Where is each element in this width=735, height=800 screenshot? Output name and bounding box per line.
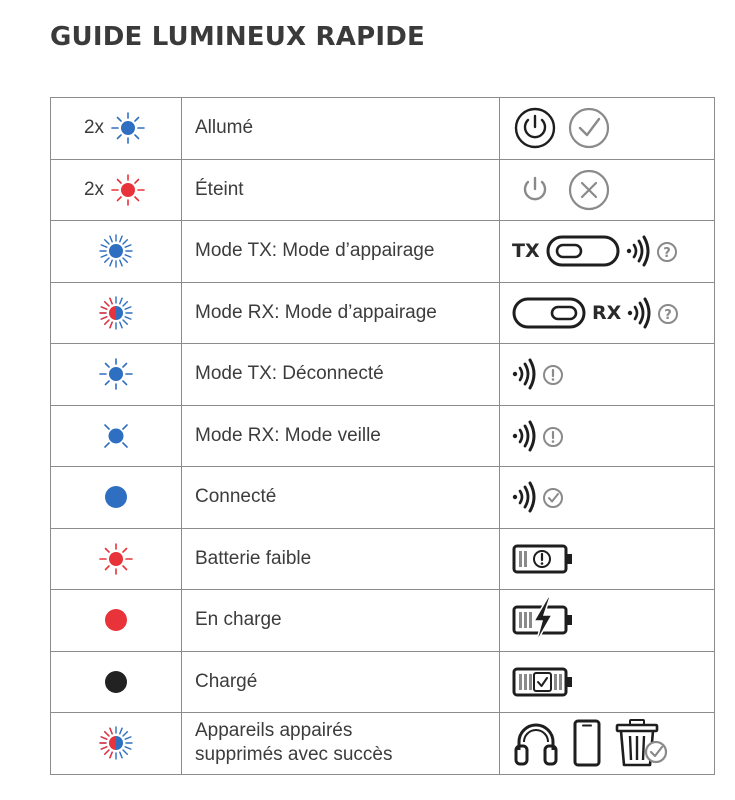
trash-check-icon — [614, 718, 670, 768]
signal-question-icon — [626, 231, 680, 271]
table-row — [51, 651, 715, 713]
power-icon — [512, 167, 558, 213]
row-label: Mode TX: Déconnecté — [182, 344, 500, 406]
blue-slow-flash-led-icon — [96, 416, 136, 456]
table-row — [51, 528, 715, 590]
row-label: Mode RX: Mode d’appairage — [182, 282, 500, 344]
table-row — [51, 713, 715, 775]
red-blue-rapid-flash-led-icon — [96, 723, 136, 763]
table-row — [51, 467, 715, 529]
tx-label: TX — [512, 240, 540, 263]
table-row — [51, 344, 715, 406]
x-circle-icon — [566, 167, 612, 213]
red-solid-led-icon — [96, 600, 136, 640]
power-icon — [512, 105, 558, 151]
row-label: Batterie faible — [182, 528, 500, 590]
row-label: En charge — [182, 590, 500, 652]
headphones-icon — [512, 718, 560, 768]
row-label-line2: supprimés avec succès — [195, 744, 393, 766]
table-row — [51, 282, 715, 344]
signal-exclamation-icon — [512, 416, 566, 456]
signal-question-icon — [627, 293, 681, 333]
signal-exclamation-icon — [512, 354, 566, 394]
switch-right-icon — [512, 296, 586, 330]
light-guide-table — [50, 97, 715, 775]
row-label: Connecté — [182, 467, 500, 529]
row-label: Allumé — [182, 98, 500, 160]
svg-text:?: ? — [664, 307, 673, 323]
blue-flashing-led-icon — [96, 354, 136, 394]
check-circle-icon — [566, 105, 612, 151]
battery-charging-icon — [512, 595, 574, 645]
row-label — [182, 713, 500, 775]
table-row — [51, 405, 715, 467]
row-label: Éteint — [182, 159, 500, 221]
signal-check-icon — [512, 477, 566, 517]
svg-text:?: ? — [662, 246, 671, 262]
red-flashing-led-icon — [96, 539, 136, 579]
flash-count: 2x — [83, 117, 105, 139]
table-row — [51, 98, 715, 160]
red-flashing-led-icon — [108, 170, 148, 210]
rx-label: RX — [592, 301, 622, 324]
red-blue-rapid-flash-led-icon — [96, 293, 136, 333]
row-label: Mode TX: Mode d’appairage — [182, 221, 500, 283]
row-label-line1: Appareils appairés — [195, 720, 353, 742]
blue-flashing-led-icon — [108, 108, 148, 148]
switch-left-icon — [546, 234, 620, 268]
table-row — [51, 159, 715, 221]
row-label: Mode RX: Mode veille — [182, 405, 500, 467]
battery-low-icon — [512, 541, 574, 577]
table-row — [51, 590, 715, 652]
blue-rapid-flash-led-icon — [96, 231, 136, 271]
black-solid-led-icon — [96, 662, 136, 702]
phone-icon — [572, 718, 602, 768]
page-title: GUIDE LUMINEUX RAPIDE — [50, 22, 425, 52]
table-row — [51, 221, 715, 283]
blue-solid-led-icon — [96, 477, 136, 517]
flash-count: 2x — [83, 178, 105, 200]
battery-full-icon — [512, 664, 574, 700]
row-label: Chargé — [182, 651, 500, 713]
